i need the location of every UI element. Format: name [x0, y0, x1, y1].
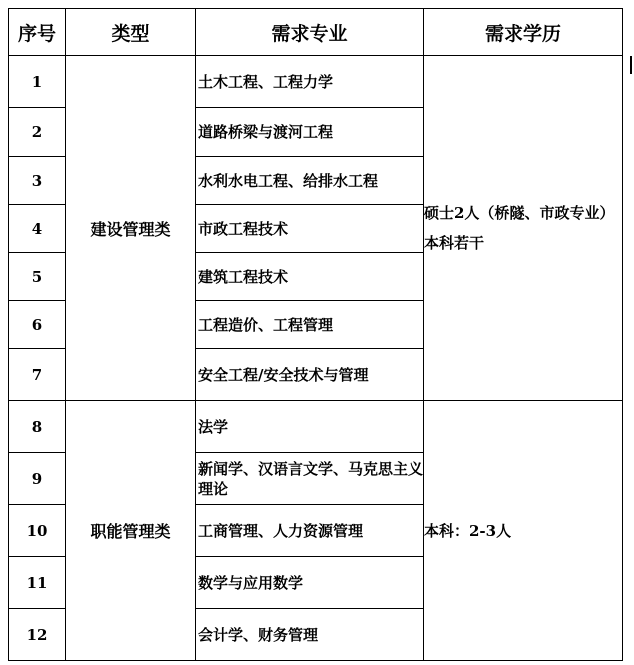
row-major: 水利水电工程、给排水工程 [196, 157, 424, 205]
header-row [9, 9, 623, 56]
row-major: 会计学、财务管理 [196, 609, 424, 661]
row-major: 建筑工程技术 [196, 253, 424, 301]
header-type: 类型 [66, 9, 196, 56]
row-index: 8 [9, 401, 66, 453]
row-major: 安全工程/安全技术与管理 [196, 349, 424, 401]
row-major: 法学 [196, 401, 424, 453]
education-line: 硕士2人（桥隧、市政专业） [424, 204, 615, 222]
row-index: 5 [9, 253, 66, 301]
education-construction [424, 56, 623, 401]
row-index: 6 [9, 301, 66, 349]
row-index: 12 [9, 609, 66, 661]
row-index: 11 [9, 557, 66, 609]
header-index: 序号 [9, 9, 66, 56]
row-index: 10 [9, 505, 66, 557]
education-line: 本科若干 [424, 234, 485, 252]
row-index: 9 [9, 453, 66, 505]
header-education: 需求学历 [424, 9, 623, 56]
row-major: 工程造价、工程管理 [196, 301, 424, 349]
category-construction: 建设管理类 [66, 56, 196, 401]
row-index: 4 [9, 205, 66, 253]
row-major: 土木工程、工程力学 [196, 56, 424, 108]
row-index: 1 [9, 56, 66, 108]
row-index: 2 [9, 108, 66, 157]
row-major: 数学与应用数学 [196, 557, 424, 609]
row-major: 市政工程技术 [196, 205, 424, 253]
text-cursor-mark [630, 56, 632, 74]
table-row [9, 56, 623, 108]
row-major: 工商管理、人力资源管理 [196, 505, 424, 557]
row-major: 道路桥梁与渡河工程 [196, 108, 424, 157]
row-major: 新闻学、汉语言文学、马克思主义理论 [196, 453, 424, 505]
row-index: 7 [9, 349, 66, 401]
requirements-table [8, 8, 623, 661]
table-row [9, 401, 623, 453]
row-index: 3 [9, 157, 66, 205]
education-functional [424, 401, 623, 661]
category-functional: 职能管理类 [66, 401, 196, 661]
header-major: 需求专业 [196, 9, 424, 56]
education-line: 本科：2-3人 [424, 521, 512, 540]
